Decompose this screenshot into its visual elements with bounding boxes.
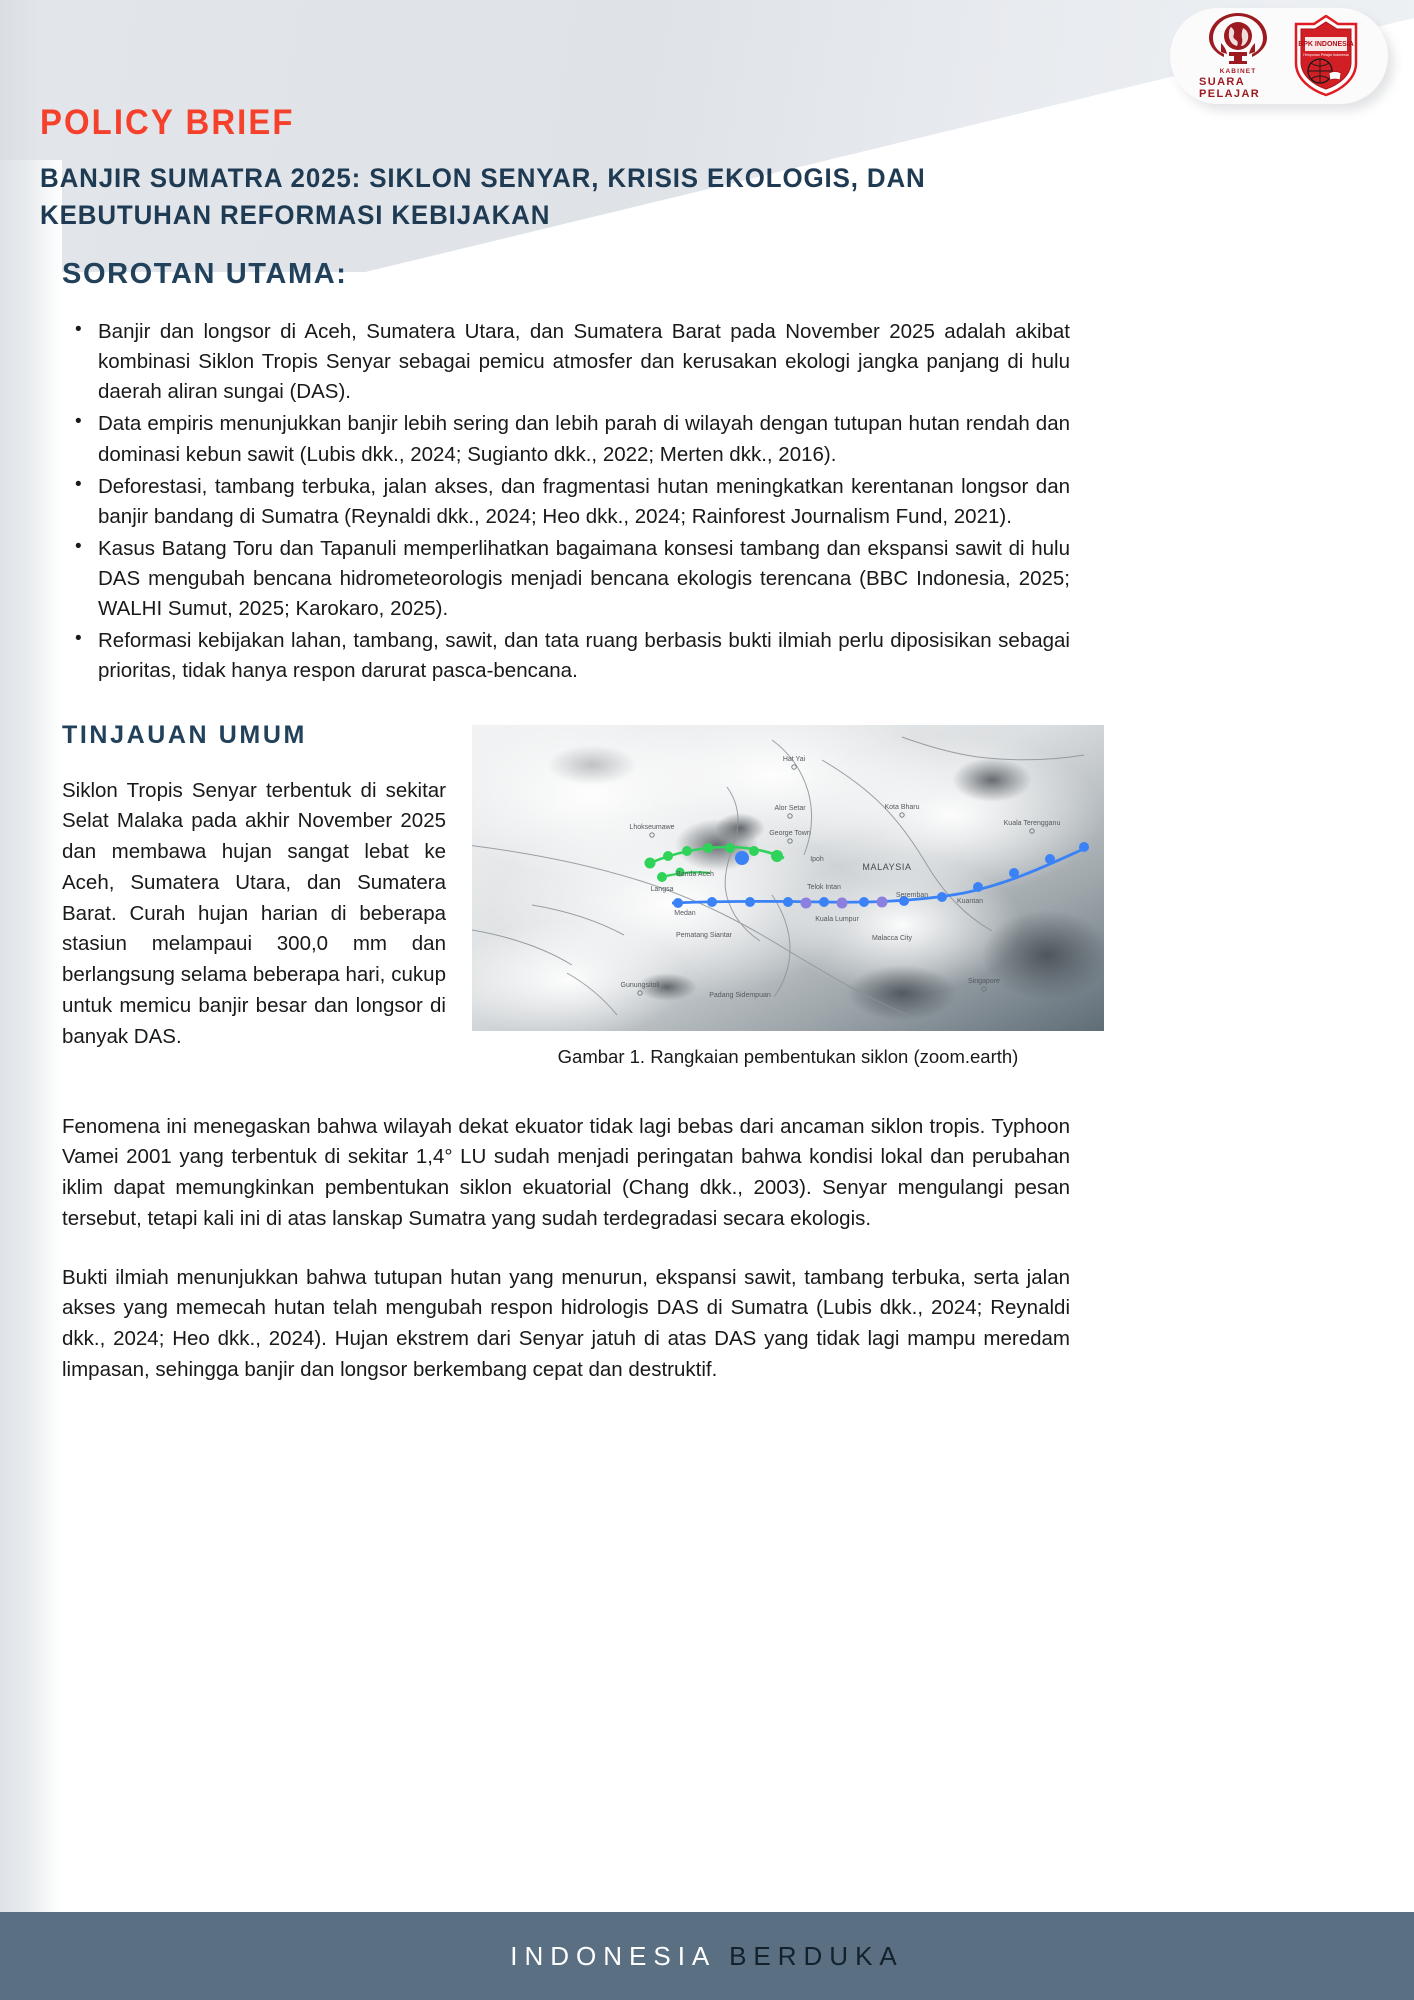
svg-text:Kuala Lumpur: Kuala Lumpur <box>815 915 859 923</box>
svg-text:Padang Sidempuan: Padang Sidempuan <box>709 991 771 999</box>
svg-text:Singapore: Singapore <box>968 977 1000 985</box>
svg-text:Lhokseumawe: Lhokseumawe <box>629 823 675 831</box>
svg-text:Kuantan: Kuantan <box>956 897 984 905</box>
figure-column <box>446 721 1352 1068</box>
left-gradient-strip <box>0 160 62 1915</box>
svg-text:Medan: Medan <box>674 909 696 917</box>
svg-text:Kuala Terengganu: Kuala Terengganu <box>1003 819 1061 827</box>
list-item: • Deforestasi, tambang terbuka, jalan akses, dan fragmentasi hutan meningkatkan kerentanan longsor dan banjir bandang di Sumatra (Reynaldi dkk., 2024; Heo dkk., 2024; Rainforest Journalism Fund, 2021). <box>62 472 1070 532</box>
highlights-heading: SOROTAN UTAMA: <box>62 258 348 290</box>
list-item: • Data empiris menunjukkan banjir lebih sering dan lebih parah di wilayah dengan tutupan hutan rendah dan dominasi kebun sawit (Lubis dkk., 2024; Sugianto dkk., 2022; Merten dkk., 2016). <box>62 409 1070 469</box>
overview-section <box>62 721 1352 1068</box>
figure-caption: Gambar 1. Rangkaian pembentukan siklon (zoom.earth) <box>557 1045 1019 1067</box>
overview-text-column <box>62 721 446 1068</box>
svg-text:Ipoh: Ipoh <box>810 855 824 863</box>
svg-text:Langsa: Langsa <box>650 885 674 893</box>
logo-org-name: SUARA PELAJAR <box>1199 75 1261 100</box>
svg-text:Banda Aceh: Banda Aceh <box>676 870 714 878</box>
footer-text-indonesia: INDONESIA <box>510 1940 715 1971</box>
body-paragraphs <box>62 1112 1352 1386</box>
svg-text:Malacca City: Malacca City <box>871 934 913 942</box>
page-title: BANJIR SUMATRA 2025: SIKLON SENYAR, KRISIS EKOLOGIS, DAN KEBUTUHAN REFORMASI KEBIJAKAN <box>40 163 926 231</box>
footer-title <box>510 1941 904 1972</box>
svg-text:Pematang Siantar: Pematang Siantar <box>675 931 733 939</box>
logo-kabinet-label: KABINET <box>1219 67 1257 75</box>
page-footer <box>0 1912 1414 2000</box>
page-kicker: POLICY BRIEF <box>40 103 295 142</box>
cyclone-satellite-map-image <box>472 725 1104 1031</box>
svg-text:Gunungsitoli: Gunungsitoli <box>620 981 660 989</box>
list-item: • Reformasi kebijakan lahan, tambang, sawit, dan tata ruang berbasis bukti ilmiah perlu diposisikan sebagai prioritas, tidak hanya respon darurat pasca-bencana. <box>62 626 1070 686</box>
organization-logo-badge <box>1170 8 1388 104</box>
svg-text:Himpunan Pelajar Indonesia: Himpunan Pelajar Indonesia <box>1303 53 1349 57</box>
svg-text:Telok Intan: Telok Intan <box>807 883 841 891</box>
list-item: • Kasus Batang Toru dan Tapanuli memperlihatkan bagaimana konsesi tambang dan ekspansi sawit di hulu DAS mengubah bencana hidrometeorologis menjadi bencana ekologis terencana (BBC Indonesia, 2025; WALHI Sumut, 2025; Karokaro, 2025). <box>62 534 1070 624</box>
list-item: • Banjir dan longsor di Aceh, Sumatera Utara, dan Sumatera Barat pada November 2025 adalah akibat kombinasi Siklon Tropis Senyar sebagai pemicu atmosfer dan kerusakan ekologi jangka panjang di hulu daerah aliran sungai (DAS). <box>62 317 1070 407</box>
svg-text:BPK INDONESIA: BPK INDONESIA <box>1298 41 1354 48</box>
bpk-shield-logo <box>1293 15 1359 97</box>
kabinet-suara-pelajar-logo <box>1199 13 1277 100</box>
winged-globe-icon <box>1207 13 1269 67</box>
svg-text:Alor Setar: Alor Setar <box>774 804 806 812</box>
overview-heading: TINJAUAN UMUM <box>62 720 307 749</box>
document-body <box>62 258 1352 1414</box>
svg-text:MALAYSIA: MALAYSIA <box>862 861 912 872</box>
overview-paragraph: Siklon Tropis Senyar terbentuk di sekitar Selat Malaka pada akhir November 2025 dan membawa hujan sangat lebat ke Aceh, Sumatera Utara, dan Sumatera Barat. Curah hujan harian di beberapa stasiun melampaui 300,0 mm dan berlangsung selama beberapa hari, cukup untuk memicu banjir besar dan longsor di banyak DAS. <box>62 778 446 1048</box>
footer-text-berduka: BERDUKA <box>729 1940 904 1971</box>
svg-text:Seremban: Seremban <box>895 891 929 899</box>
svg-text:Hat Yai: Hat Yai <box>782 755 806 763</box>
svg-text:George Town: George Town <box>769 829 811 837</box>
body-paragraph: Bukti ilmiah menunjukkan bahwa tutupan hutan yang menurun, ekspansi sawit, tambang terbuka, serta jalan akses yang memecah hutan telah mengubah respon hidrologis DAS di Sumatra (Lubis dkk., 2024; Reynaldi dkk., 2024; Heo dkk., 2024). Hujan ekstrem dari Senyar jatuh di atas DAS yang tidak lagi mampu meredam limpasan, sehingga banjir dan longsor berkembang cepat dan destruktif. <box>62 1265 1070 1381</box>
highlights-list <box>62 317 1070 687</box>
body-paragraph: Fenomena ini menegaskan bahwa wilayah dekat ekuator tidak lagi bebas dari ancaman siklon tropis. Typhoon Vamei 2001 yang terbentuk di sekitar 1,4° LU sudah menjadi peringatan bahwa kondisi lokal dan perubahan iklim dapat memungkinkan pembentukan siklon ekuatorial (Chang dkk., 2003). Senyar mengulangi pesan tersebut, tetapi kali ini di atas lanskap Sumatra yang sudah terdegradasi secara ekologis. <box>62 1114 1070 1230</box>
svg-text:Kota Bharu: Kota Bharu <box>884 803 920 811</box>
